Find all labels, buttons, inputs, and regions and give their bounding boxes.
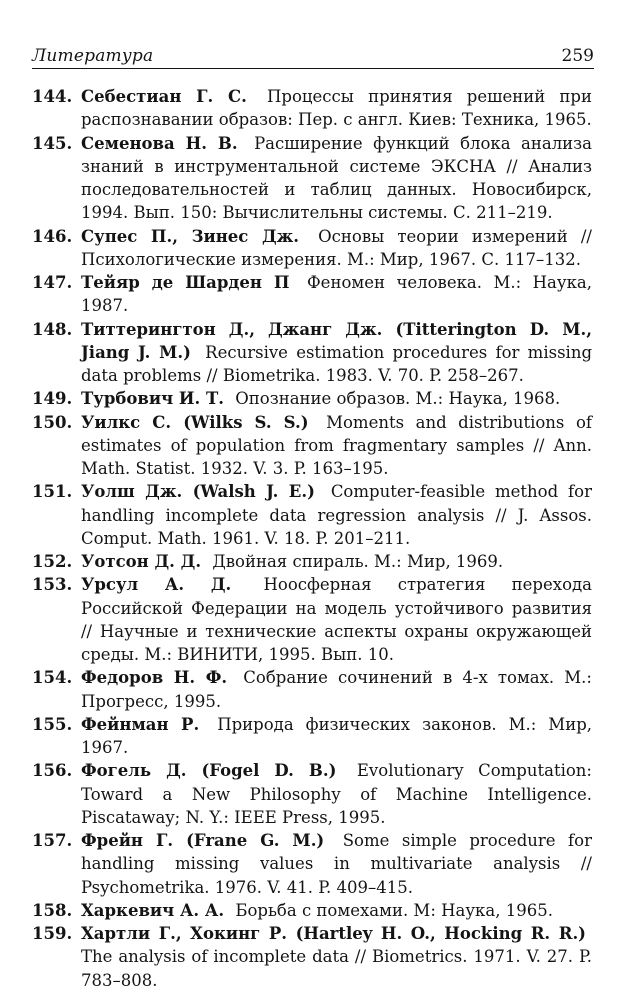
reference-number: 159. <box>32 924 73 943</box>
reference-item <box>0 387 644 410</box>
reference-authors: Федоров Н. Ф. <box>81 668 228 688</box>
reference-text: Ноосферная стратегия перехода Российской Федерации на модель устойчивого развития // Научные и технические аспекты охраны окружающей среды. М.: ВИНИТИ, 1995. Вып. 10. <box>81 575 592 664</box>
reference-number: 153. <box>32 575 73 595</box>
reference-item <box>0 271 644 318</box>
section-title: Литература <box>32 46 154 66</box>
reference-authors: Тейяр де Шарден П <box>81 273 290 292</box>
reference-text: Расширение функций блока анализа знаний в инструментальной системе ЭКСНА // Анализ последовательностей и таблиц данных. Новосибирск, 1994. Вып. 150: Вычислительны системы. С. 211–219. <box>81 133 593 223</box>
reference-text: Computer-feasible method for handling incomplete data regression analysis // J. Assos. Comput. Math. 1961. V. 18. P. 201–211. <box>81 482 592 548</box>
reference-item <box>0 225 644 272</box>
reference-text: Борьба с помехами. М: Наука, 1965. <box>235 900 553 920</box>
reference-text: Феномен человека. М.: Наука, 1987. <box>81 273 592 316</box>
page-number: 259 <box>561 46 594 66</box>
reference-number: 144. <box>32 87 73 106</box>
reference-number: 147. <box>32 273 73 292</box>
reference-item <box>0 318 644 388</box>
reference-list <box>0 85 644 992</box>
reference-text: Основы теории измерений // Психологические измерения. М.: Мир, 1967. С. 117–132. <box>81 226 592 269</box>
reference-item <box>0 411 644 481</box>
reference-text: Опознание образов. М.: Наука, 1968. <box>235 389 561 409</box>
reference-item <box>0 550 644 573</box>
reference-item <box>0 573 644 666</box>
reference-item <box>0 829 644 899</box>
reference-number: 158. <box>32 900 73 920</box>
reference-authors: Фогель Д. (Fogel D. B.) <box>81 761 337 781</box>
reference-text: Evolutionary Computation: Toward a New Philosophy of Machine Intelligence. Piscataway; N. Y.: IEEE Press, 1995. <box>81 761 592 827</box>
reference-authors: Турбович И. Т. <box>81 389 225 409</box>
reference-text: Some simple procedure for handling missing values in multivariate analysis // Psychometrika. 1976. V. 41. P. 409–415. <box>81 831 592 897</box>
reference-authors: Урсул А. Д. <box>81 575 232 595</box>
reference-authors: Фрейн Г. (Frane G. M.) <box>81 831 325 850</box>
reference-number: 156. <box>32 761 73 781</box>
reference-item <box>0 759 644 829</box>
reference-authors: Харкевич А. А. <box>81 900 225 920</box>
reference-item <box>0 713 644 760</box>
reference-number: 149. <box>32 389 73 409</box>
reference-item <box>0 666 644 713</box>
reference-text: Собрание сочинений в 4-х томах. М.: Прогресс, 1995. <box>81 668 592 711</box>
reference-authors: Уолш Дж. (Walsh J. E.) <box>81 482 315 502</box>
reference-authors: Уотсон Д. Д. <box>81 552 202 571</box>
reference-authors: Титтерингтон Д., Джанг Дж. (Titterington D. M., Jiang J. M.) <box>81 319 592 362</box>
reference-item <box>0 85 644 132</box>
reference-number: 145. <box>32 133 73 153</box>
reference-text: Recursive estimation procedures for missing data problems // Biometrika. 1983. V. 70. P. 258–267. <box>81 342 593 385</box>
running-header <box>32 44 594 69</box>
reference-text: Двойная спираль. М.: Мир, 1969. <box>212 552 504 571</box>
reference-number: 154. <box>32 668 73 688</box>
reference-text: Природа физических законов. М.: Мир, 1967. <box>81 714 593 757</box>
reference-item <box>0 922 644 992</box>
reference-item <box>0 480 644 550</box>
reference-authors: Семенова Н. В. <box>81 133 238 153</box>
reference-authors: Уилкс С. (Wilks S. S.) <box>81 412 309 432</box>
reference-number: 155. <box>32 714 73 734</box>
reference-authors: Себестиан Г. С. <box>81 87 247 106</box>
reference-number: 146. <box>32 226 73 246</box>
reference-text: The analysis of incomplete data // Biometrics. 1971. V. 27. P. 783–808. <box>81 947 592 990</box>
reference-number: 157. <box>32 831 73 850</box>
reference-text: Процессы принятия решений при распознавании образов: Пер. с англ. Киев: Техника, 1965. <box>81 87 592 130</box>
reference-number: 151. <box>32 482 73 502</box>
reference-number: 152. <box>32 552 73 571</box>
reference-text: Moments and distributions of estimates of population from fragmentary samples // Ann. Math. Statist. 1932. V. 3. P. 163–195. <box>81 412 592 478</box>
reference-number: 150. <box>32 412 73 432</box>
reference-authors: Супес П., Зинес Дж. <box>81 226 300 246</box>
reference-authors: Фейнман Р. <box>81 714 200 734</box>
reference-number: 148. <box>32 319 73 339</box>
reference-item <box>0 132 644 225</box>
reference-authors: Хартли Г., Хокинг Р. (Hartley H. O., Hocking R. R.) <box>81 924 586 943</box>
reference-item <box>0 899 644 922</box>
